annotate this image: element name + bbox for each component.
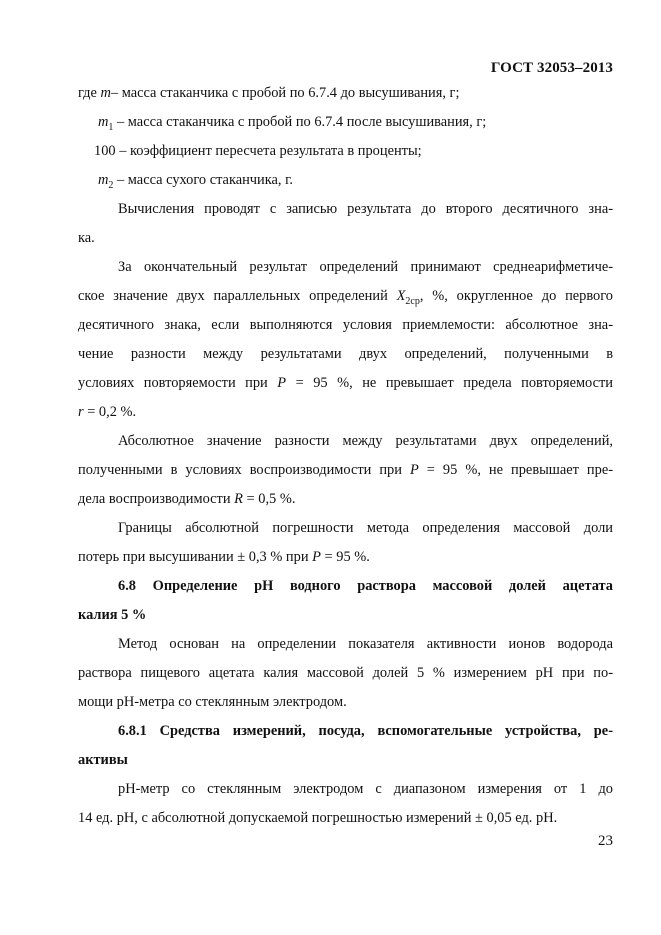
paragraph-calc-line-1: Вычисления проводят с записью результата до второго десятичного зна- — [118, 201, 613, 217]
paragraph-method-line-1: Метод основан на определении показателя активности ионов водорода — [118, 636, 613, 652]
symbol-m: m — [100, 85, 111, 101]
definition-m2: $m_2$ – масса сухого стаканчика, г. — [98, 172, 293, 191]
section-heading-6-8-line-1: 6.8 Определение pH водного раствора массовой долей ацетата — [118, 578, 613, 594]
paragraph-method-line-2: раствора пищевого ацетата калия массовой долей 5 % измерением pH при по- — [78, 665, 613, 681]
paragraph-reproducibility-line-3: дела воспроизводимости R = 0,5 %. — [78, 491, 296, 507]
page-content — [78, 79, 613, 833]
paragraph-result-line-2: ское значение двух параллельных определений $X_{2ср}$, %, округленное до первого — [78, 288, 613, 307]
definition-100: 100 – коэффициент пересчета результата в проценты; — [94, 143, 422, 159]
paragraph-calc-line-2: ка. — [78, 230, 95, 246]
definition-m: где m– масса стаканчика с пробой по 6.7.4 до высушивания, г; — [78, 85, 460, 101]
paragraph-result-line-6: r = 0,2 %. — [78, 404, 137, 420]
document-header: ГОСТ 32053–2013 — [490, 60, 613, 76]
paragraph-result-line-3: десятичного знака, если выполняются условия приемлемости: абсолютное зна- — [78, 317, 613, 333]
paragraph-reproducibility-line-2: полученными в условиях воспроизводимости при P = 95 %, не превышает пре- — [78, 462, 613, 478]
symbol-m1: m — [98, 114, 109, 130]
symbol-m2: m — [98, 172, 109, 188]
paragraph-reproducibility-line-1: Абсолютное значение разности между результатами двух определений, — [118, 433, 613, 449]
section-heading-6-8-line-2: калия 5 % — [78, 607, 147, 623]
paragraph-method-line-3: мощи pH-метра со стеклянным электродом. — [78, 694, 347, 710]
section-heading-6-8-1-line-2: активы — [78, 752, 128, 768]
paragraph-uncertainty-line-2: потерь при высушивании ± 0,3 % при P = 95 %. — [78, 549, 370, 565]
paragraph-ph-meter-line-2: 14 ед. pH, с абсолютной допускаемой погрешностью измерений ± 0,05 ед. pH. — [78, 810, 558, 826]
paragraph-result-line-5: условиях повторяемости при P = 95 %, не превышает предела повторяемости — [78, 375, 613, 391]
section-heading-6-8-1-line-1: 6.8.1 Средства измерений, посуда, вспомогательные устройства, ре- — [118, 723, 613, 739]
definition-m1: $m_1$ – масса стаканчика с пробой по 6.7.4 после высушивания, г; — [98, 114, 487, 133]
paragraph-uncertainty-line-1: Границы абсолютной погрешности метода определения массовой доли — [118, 520, 613, 536]
paragraph-result-line-1: За окончательный результат определений принимают среднеарифметиче- — [118, 259, 613, 275]
paragraph-ph-meter-line-1: pH-метр со стеклянным электродом с диапазоном измерения от 1 до — [118, 781, 613, 797]
paragraph-result-line-4: чение разности между результатами двух определений, полученными в — [78, 346, 613, 362]
page-number: 23 — [598, 833, 613, 849]
